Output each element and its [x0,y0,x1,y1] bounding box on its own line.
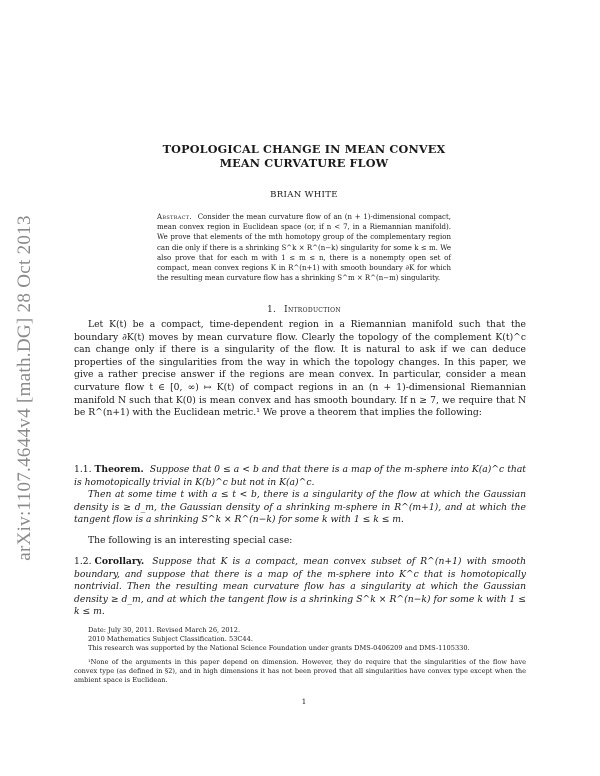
footnotes [74,626,526,685]
section-heading [104,305,504,315]
title-line-2: MEAN CURVATURE FLOW [219,156,389,170]
abstract-text: Consider the mean curvature flow of an (n + 1)-dimensional compact, mean convex region in Euclidean space (or, if n < 7, in a Riemannian manifold). We prove that elements of the mth homotopy group of the complementary region can die only if there is a shrinking S^k × R^(n−k) singularity for some k ≤ m. We also prove that for each m with 1 ≤ m ≤ n, there is a nonempty open set of compact, mean convex regions K in R^(n+1) with smooth boundary ∂K for which the resulting mean curvature flow has a shrinking S^m × R^(n−m) singularity. [157,213,451,283]
arxiv-identifier [10,178,40,598]
page-number: 1 [301,697,307,706]
footnote-date: Date: July 30, 2011. Revised March 26, 2012. [88,626,241,634]
section-number: 1. [267,305,277,315]
author-name: BRIAN WHITE [270,190,338,200]
abstract-label: Abstract. [157,213,192,221]
section-title: Introduction [284,305,341,315]
footnote-1: ¹None of the arguments in this paper depend on dimension. However, they do require that the singularities of the flow have convex type (as defined in §2), and in high dimensions it has not been proved that all singularities have convex type except when the ambient space is Euclidean. [74,657,526,685]
theorem-continuation: Then at some time t with a ≤ t < b, there is a singularity of the flow at which the Gaussian density is ≥ d_m, the Gaussian density of a shrinking m-sphere in R^(m+1), and at which the tangent flow is a shrinking S^k × R^(n−k) for some k with 1 ≤ k ≤ m. [74,489,526,526]
title-line-1: TOPOLOGICAL CHANGE IN MEAN CONVEX [162,142,446,156]
footnote-msc: 2010 Mathematics Subject Classification. 53C44. [88,635,253,644]
intro-paragraph: Let K(t) be a compact, time-dependent region in a Riemannian manifold such that the boundary ∂K(t) moves by mean curvature flow. Clearly the topology of the complement K(t)^c can change only if there is a singularity of the flow. It is natural to ask if we can deduce properties of the singularities from the way in which the topology changes. In this paper, we give a rather precise answer if the regions are mean convex. In particular, consider a mean curvature flow t ∈ [0, ∞) ↦ K(t) of compact regions in an (n + 1)-dimensional Riemannian manifold N such that K(0) is mean convex and has smooth boundary. If n ≥ 7, we require that N be R^(n+1) with the Euclidean metric.¹ We prove a theorem that implies the following: [74,319,526,419]
theorem-statement: Suppose that 0 ≤ a < b and that there is a map of the m-sphere into K(a)^c that is homotopically trivial in K(b)^c but not in K(a)^c. [74,464,526,488]
paper-title [104,142,504,170]
theorem-label: Theorem. [94,464,144,475]
corollary-statement: Suppose that K is a compact, mean convex subset of R^(n+1) with smooth boundary, and suppose that there is a map of the m-sphere into K^c that is homotopically nontrivial. Then the resulting mean curvature flow has a singularity at which the Gaussian density ≥ d_m, and at which the tangent flow is a shrinking S^k × R^(n−k) for some k with 1 ≤ k ≤ m. [74,556,526,618]
corollary-number: 1.2. [74,556,92,567]
special-case-line: The following is an interesting special case: [88,535,293,546]
theorem-1-1 [74,464,526,527]
abstract [157,212,451,283]
theorem-number: 1.1. [74,464,92,475]
corollary-label: Corollary. [94,556,145,567]
arxiv-identifier-text: arXiv:1107.4644v4 [math.DG] 28 Oct 2013 [14,215,35,561]
corollary-1-2 [74,556,526,619]
footnote-support: This research was supported by the National Science Foundation under grants DMS-0406209 and DMS-1105330. [88,644,470,653]
intro-body [74,319,526,420]
